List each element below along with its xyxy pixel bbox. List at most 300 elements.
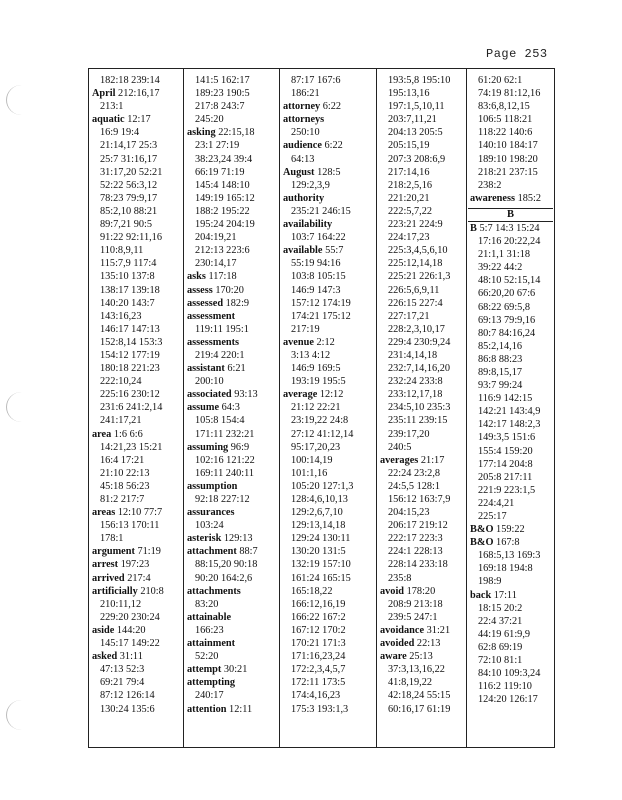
index-continuation: 81:2 217:7 — [100, 494, 145, 505]
index-references: 31:21 — [426, 624, 451, 636]
index-term: asking — [187, 127, 216, 139]
index-continuation: 61:20 62:1 — [478, 75, 523, 86]
index-term: attempt — [187, 664, 222, 676]
index-continuation: 197:1,5,10,11 — [388, 101, 445, 113]
index-continuation: 129:2,6,7,10 — [291, 507, 343, 519]
index-continuation: 218:2,5,16 — [388, 179, 433, 191]
index-continuation: 234:5,10 235:3 — [388, 402, 451, 414]
index-continuation: 135:10 137:8 — [100, 271, 155, 283]
index-continuation: 239:17,20 — [388, 428, 430, 440]
index-entry — [280, 388, 376, 401]
index-references: 2:12 — [316, 336, 335, 348]
index-continuation: 172:2,3,4,5,7 — [291, 664, 346, 676]
index-entry — [377, 650, 466, 663]
index-continuation: 204:19,21 — [195, 232, 237, 244]
index-continuation: 129:2,3,9 — [291, 179, 330, 191]
index-continuation: 231:4,14,18 — [388, 349, 438, 361]
index-references: 170:20 — [215, 284, 244, 296]
index-continuation: 129:13,14,18 — [291, 520, 346, 532]
index-continuation: 145:4 148:10 — [195, 179, 250, 191]
index-continuation: 152:8,14 153:3 — [100, 336, 163, 348]
index-continuation: 93:7 99:24 — [478, 380, 523, 392]
index-continuation: 180:18 221:23 — [100, 363, 160, 375]
index-continuation: 16:9 19:4 — [100, 127, 140, 139]
index-entry — [280, 192, 376, 205]
index-continuation: 235:8 — [388, 572, 412, 584]
index-term: assessments — [187, 336, 240, 348]
index-continuation: 89:8,15,17 — [478, 366, 523, 378]
index-continuation: 167:12 170:2 — [291, 624, 346, 636]
index-continuation: 225:16 230:12 — [100, 389, 160, 401]
index-continuation: 128:4,6,10,13 — [291, 494, 348, 505]
index-references: 167:8 — [496, 537, 520, 549]
index-term: availability — [283, 219, 333, 231]
index-continuation: 116:2 119:10 — [478, 681, 532, 693]
index-column-3 — [279, 69, 376, 747]
index-entry — [467, 222, 554, 235]
index-continuation: 118:22 140:6 — [478, 127, 533, 139]
index-term: B&O — [470, 537, 494, 549]
index-term: avoided — [380, 638, 415, 650]
index-continuation: 47:13 52:3 — [100, 664, 145, 676]
index-term: attachment — [187, 546, 237, 558]
index-term: aquatic — [92, 114, 125, 126]
index-continuation: 23:19,22 24:8 — [291, 415, 349, 427]
index-continuation: 24:5,5 128:1 — [388, 480, 441, 492]
index-continuation: 161:24 165:15 — [291, 572, 351, 584]
index-references: 1:6 6:6 — [113, 428, 143, 440]
index-references: 144:20 — [116, 624, 146, 636]
index-continuation: 141:5 162:17 — [195, 75, 250, 86]
index-term: attorney — [283, 101, 321, 113]
index-entry — [184, 506, 279, 519]
index-references: 6:22 — [324, 140, 343, 152]
index-continuation: 217:19 — [291, 323, 320, 335]
index-term: avoid — [380, 585, 405, 597]
index-term: aside — [92, 624, 115, 636]
index-entry — [89, 428, 183, 441]
index-continuation: 37:3,13,16,22 — [388, 664, 445, 676]
index-continuation: 60:16,17 61:19 — [388, 703, 451, 715]
index-entry — [377, 624, 466, 637]
index-entry — [184, 663, 279, 676]
index-continuation: 68:22 69:5,8 — [478, 301, 531, 313]
index-column-4 — [376, 69, 466, 747]
index-term: attempting — [187, 677, 236, 689]
index-references: 182:9 — [225, 297, 250, 309]
index-entry — [184, 362, 279, 375]
index-continuation: 165:18,22 — [291, 585, 333, 597]
index-continuation: 221:9 223:1,5 — [478, 484, 536, 496]
index-references: 217:4 — [127, 572, 151, 584]
index-continuation: 235:21 246:15 — [291, 205, 351, 217]
index-continuation: 225:12,14,18 — [388, 258, 443, 270]
index-continuation: 149:3,5 151:6 — [478, 432, 536, 444]
index-continuation: 69:21 79:4 — [100, 677, 145, 689]
index-term: avoidance — [380, 624, 425, 636]
index-references: 88:7 — [239, 546, 258, 558]
index-continuation: 62:8 69:19 — [478, 641, 523, 653]
index-continuation: 101:1,16 — [291, 467, 328, 479]
index-term: asks — [187, 271, 206, 283]
index-references: 64:3 — [221, 402, 240, 414]
index-references: 12:11 — [229, 703, 253, 715]
index-continuation: 146:9 147:3 — [291, 284, 341, 296]
index-continuation: 115:7,9 117:4 — [100, 258, 157, 270]
index-term: assistant — [187, 363, 225, 375]
index-continuation: 3:13 4:12 — [291, 349, 331, 361]
index-continuation: 229:4 230:9,24 — [388, 336, 451, 348]
index-term: audience — [283, 140, 322, 152]
index-entry — [184, 585, 279, 598]
index-term: attachments — [187, 585, 241, 597]
index-term: asked — [92, 651, 118, 663]
index-continuation: 105:20 127:1,3 — [291, 480, 354, 492]
index-continuation: 217:8 243:7 — [195, 101, 245, 113]
index-continuation: 66:20,20 67:6 — [478, 288, 536, 300]
index-entry — [377, 585, 466, 598]
index-term: assessment — [187, 310, 236, 322]
index-continuation: 149:19 165:12 — [195, 192, 255, 204]
index-continuation: 86:8 88:23 — [478, 353, 523, 365]
index-continuation: 66:19 71:19 — [195, 166, 245, 178]
index-continuation: 210:11,12 — [100, 598, 142, 610]
index-term: assume — [187, 402, 220, 414]
index-continuation: 116:9 142:15 — [478, 393, 533, 405]
index-continuation: 92:18 227:12 — [195, 494, 250, 505]
index-continuation: 83:20 — [195, 598, 219, 610]
index-continuation: 72:10 81:1 — [478, 655, 523, 667]
index-term: B — [470, 222, 477, 234]
index-continuation: 64:13 — [291, 153, 315, 165]
index-entry — [467, 192, 554, 205]
index-references: 22:15,18 — [218, 127, 255, 139]
index-continuation: 221:20,21 — [388, 192, 430, 204]
index-references: 31:11 — [119, 651, 143, 663]
index-term: attainment — [187, 638, 236, 650]
index-continuation: 142:17 148:2,3 — [478, 419, 541, 431]
index-continuation: 207:3 208:6,9 — [388, 153, 446, 165]
index-term: assurances — [187, 507, 235, 519]
index-continuation: 195:24 204:19 — [195, 219, 255, 231]
index-continuation: 155:4 159:20 — [478, 445, 533, 457]
index-continuation: 48:10 52:15,14 — [478, 275, 541, 287]
index-continuation: 222:17 223:3 — [388, 533, 443, 545]
index-column-2 — [183, 69, 279, 747]
index-continuation: 83:6,8,12,15 — [478, 101, 530, 113]
index-continuation: 166:23 — [195, 624, 224, 636]
binder-hole-middle — [6, 392, 37, 422]
index-continuation: 55:19 94:16 — [291, 258, 341, 270]
index-entry — [89, 624, 183, 637]
index-continuation: 22:24 23:2,8 — [388, 467, 441, 479]
index-entry — [377, 637, 466, 650]
index-continuation: 78:23 79:9,17 — [100, 192, 158, 204]
index-continuation: 225:17 — [478, 511, 507, 522]
index-term: back — [470, 589, 492, 601]
index-continuation: 142:21 143:4,9 — [478, 406, 541, 418]
index-column-5 — [466, 69, 554, 747]
index-references: 96:9 — [230, 441, 250, 453]
index-continuation: 154:12 177:19 — [100, 349, 160, 361]
index-continuation: 225:3,4,5,6,10 — [388, 245, 448, 257]
index-continuation: 213:1 — [100, 101, 124, 113]
index-continuation: 80:7 84:16,24 — [478, 327, 536, 339]
index-entry — [280, 166, 376, 179]
index-continuation: 240:5 — [388, 441, 412, 453]
index-term: attention — [187, 703, 227, 715]
index-continuation: 69:13 79:9,16 — [478, 314, 536, 326]
index-term: arrest — [92, 559, 119, 571]
index-continuation: 177:14 204:8 — [478, 458, 533, 470]
index-continuation: 178:1 — [100, 533, 124, 545]
index-continuation: 231:6 241:2,14 — [100, 402, 163, 414]
index-continuation: 239:5 247:1 — [388, 611, 438, 623]
index-entry — [184, 441, 279, 454]
index-entry — [280, 100, 376, 113]
index-continuation: 171:16,23,24 — [291, 651, 346, 663]
index-term: attorneys — [283, 114, 325, 126]
index-continuation: 22:4 37:21 — [478, 615, 523, 627]
index-continuation: 52:20 — [195, 651, 219, 663]
index-continuation: 156:12 163:7,9 — [388, 494, 451, 505]
index-references: 197:23 — [120, 559, 150, 571]
index-term: awareness — [470, 192, 515, 204]
index-term: averages — [380, 454, 419, 466]
index-continuation: 245:20 — [195, 114, 224, 126]
index-continuation: 233:12,17,18 — [388, 389, 443, 401]
index-continuation: 74:19 81:12,16 — [478, 88, 541, 100]
index-continuation: 200:10 — [195, 376, 224, 388]
index-continuation: 203:7,11,21 — [388, 114, 437, 126]
index-continuation: 169:18 194:8 — [478, 563, 533, 575]
index-entry — [89, 506, 183, 519]
index-references: 6:22 — [322, 101, 342, 113]
index-continuation: 198:9 — [478, 576, 502, 588]
index-entry — [184, 401, 279, 414]
index-continuation: 217:14,16 — [388, 166, 430, 178]
index-continuation: 130:20 131:5 — [291, 546, 346, 558]
index-continuation: 224:4,21 — [478, 497, 515, 509]
index-term: assumption — [187, 480, 238, 492]
index-continuation: 223:21 224:9 — [388, 219, 443, 231]
index-continuation: 205:8 217:11 — [478, 471, 533, 483]
index-continuation: 225:21 226:1,3 — [388, 271, 451, 283]
index-term: aware — [380, 651, 407, 663]
index-continuation: 170:21 171:3 — [291, 638, 346, 650]
index-term: assess — [187, 284, 213, 296]
index-references: 55:7 — [325, 245, 344, 257]
index-references: 210:8 — [140, 585, 164, 597]
letter-group-header: B — [468, 208, 553, 222]
index-entry — [184, 611, 279, 624]
index-references: 71:19 — [137, 546, 161, 558]
index-continuation: 140:20 143:7 — [100, 297, 155, 309]
index-continuation: 235:11 239:15 — [388, 415, 448, 427]
index-continuation: 175:3 193:1,3 — [291, 703, 349, 715]
index-references: 178:20 — [406, 585, 436, 597]
index-continuation: 224:17,23 — [388, 232, 430, 244]
index-entry — [184, 676, 279, 689]
index-continuation: 157:12 174:19 — [291, 297, 351, 309]
index-references: 212:16,17 — [118, 88, 160, 100]
index-continuation: 39:22 44:2 — [478, 262, 523, 274]
index-continuation: 205:15,19 — [388, 140, 430, 152]
index-references: 6:21 — [227, 363, 246, 375]
index-continuation: 182:18 239:14 — [100, 75, 160, 86]
index-term: associated — [187, 389, 232, 401]
index-continuation: 21:14,17 25:3 — [100, 140, 158, 152]
index-entry — [184, 336, 279, 349]
index-entry — [184, 545, 279, 558]
index-entry — [89, 113, 183, 126]
index-continuation: 138:17 139:18 — [100, 284, 160, 296]
index-term: assessed — [187, 297, 224, 309]
index-references: 185:2 — [517, 192, 542, 204]
index-references: 128:5 — [317, 166, 341, 178]
index-references: 21:17 — [420, 454, 445, 466]
index-references: 117:18 — [208, 271, 237, 283]
index-references: 25:13 — [409, 651, 433, 663]
index-entry — [467, 589, 554, 602]
index-term: avenue — [283, 336, 314, 348]
index-entry — [280, 218, 376, 231]
index-continuation: 41:8,19,22 — [388, 677, 433, 689]
index-continuation: 189:10 198:20 — [478, 153, 538, 165]
index-entry — [89, 650, 183, 663]
index-entry — [89, 87, 183, 100]
index-term: B&O — [470, 524, 494, 536]
index-continuation: 228:14 233:18 — [388, 559, 448, 571]
index-continuation: 168:5,13 169:3 — [478, 550, 541, 562]
index-continuation: 18:15 20:2 — [478, 602, 523, 614]
index-continuation: 186:21 — [291, 88, 320, 100]
index-entry — [280, 113, 376, 126]
index-continuation: 105:8 154:4 — [195, 415, 245, 427]
index-references: 22:13 — [416, 638, 441, 650]
index-entry — [184, 297, 279, 310]
index-references: 17:11 — [493, 589, 517, 601]
index-continuation: 174:21 175:12 — [291, 310, 351, 322]
index-entry — [467, 536, 554, 549]
index-continuation: 226:5,6,9,11 — [388, 284, 440, 296]
index-continuation: 145:17 149:22 — [100, 638, 160, 650]
index-continuation: 219:4 220:1 — [195, 349, 245, 361]
index-continuation: 169:11 240:11 — [195, 467, 255, 479]
index-continuation: 129:24 130:11 — [291, 533, 351, 545]
index-continuation: 143:16,23 — [100, 310, 142, 322]
index-continuation: 232:7,14,16,20 — [388, 363, 451, 375]
index-continuation: 16:4 17:21 — [100, 454, 145, 466]
index-continuation: 218:21 237:15 — [478, 166, 538, 178]
index-continuation: 224:1 228:13 — [388, 546, 443, 558]
index-entry — [89, 572, 183, 585]
index-continuation: 195:13,16 — [388, 88, 430, 100]
index-references: 93:13 — [234, 389, 258, 401]
index-continuation: 119:11 195:1 — [195, 323, 249, 335]
index-continuation: 38:23,24 39:4 — [195, 153, 253, 165]
index-continuation: 222:5,7,22 — [388, 205, 433, 217]
word-index-table — [88, 68, 555, 748]
index-references: 12:10 77:7 — [117, 507, 163, 519]
index-continuation: 25:7 31:16,17 — [100, 153, 158, 165]
index-entry — [184, 126, 279, 139]
index-term: available — [283, 245, 323, 257]
index-continuation: 14:21,23 15:21 — [100, 441, 163, 453]
index-continuation: 91:22 92:11,16 — [100, 232, 162, 244]
index-entry — [184, 637, 279, 650]
index-entry — [89, 585, 183, 598]
index-continuation: 89:7,21 90:5 — [100, 219, 153, 231]
index-continuation: 23:1 27:19 — [195, 140, 240, 152]
index-continuation: 90:20 164:2,6 — [195, 572, 253, 584]
index-continuation: 189:23 190:5 — [195, 88, 250, 100]
index-entry — [89, 545, 183, 558]
index-continuation: 52:22 56:3,12 — [100, 179, 158, 191]
index-continuation: 100:14,19 — [291, 454, 333, 466]
index-term: average — [283, 389, 318, 401]
index-continuation: 44:19 61:9,9 — [478, 628, 531, 640]
index-continuation: 188:2 195:22 — [195, 205, 250, 217]
index-continuation: 232:24 233:8 — [388, 376, 443, 388]
index-continuation: 103:8 105:15 — [291, 271, 346, 283]
index-entry — [89, 558, 183, 571]
index-continuation: 31:17,20 52:21 — [100, 166, 163, 178]
binder-hole-top — [6, 85, 37, 115]
index-continuation: 193:19 195:5 — [291, 376, 346, 388]
index-continuation: 17:16 20:22,24 — [478, 236, 541, 248]
index-term: attainable — [187, 611, 232, 623]
index-continuation: 21:12 22:21 — [291, 402, 341, 414]
index-term: April — [92, 88, 116, 100]
index-continuation: 171:11 232:21 — [195, 428, 255, 440]
index-entry — [280, 244, 376, 257]
index-references: 12:12 — [319, 389, 344, 401]
index-continuation: 241:17,21 — [100, 415, 142, 427]
index-entry — [184, 703, 279, 716]
index-column-1 — [89, 69, 183, 747]
index-continuation: 174:4,16,23 — [291, 690, 341, 702]
index-entry — [280, 139, 376, 152]
index-continuation: 212:13 223:6 — [195, 245, 250, 257]
index-continuation: 208:9 213:18 — [388, 598, 443, 610]
index-continuation: 230:14,17 — [195, 258, 237, 270]
index-continuation: 103:24 — [195, 520, 224, 532]
index-term: area — [92, 428, 112, 440]
index-term: asterisk — [187, 533, 222, 545]
page-number: Page 253 — [486, 47, 548, 61]
index-continuation: 85:2,14,16 — [478, 340, 523, 352]
index-continuation: 193:5,8 195:10 — [388, 75, 451, 86]
index-references: 159:22 — [496, 524, 525, 536]
index-continuation: 204:15,23 — [388, 507, 430, 519]
index-continuation: 204:13 205:5 — [388, 127, 443, 139]
index-continuation: 110:8,9,11 — [100, 245, 144, 257]
index-entry — [280, 336, 376, 349]
index-continuation: 42:18,24 55:15 — [388, 690, 451, 702]
index-continuation: 84:10 109:3,24 — [478, 668, 541, 680]
index-continuation: 226:15 227:4 — [388, 297, 443, 309]
index-references: 5:7 14:3 15:24 — [479, 222, 540, 234]
index-term: arrived — [92, 572, 125, 584]
index-continuation: 238:2 — [478, 179, 502, 191]
index-term: areas — [92, 507, 116, 519]
index-entry — [184, 310, 279, 323]
index-continuation: 45:18 56:23 — [100, 480, 150, 492]
index-entry — [467, 523, 554, 536]
index-continuation: 87:12 126:14 — [100, 690, 155, 702]
binder-hole-bottom — [6, 700, 37, 730]
